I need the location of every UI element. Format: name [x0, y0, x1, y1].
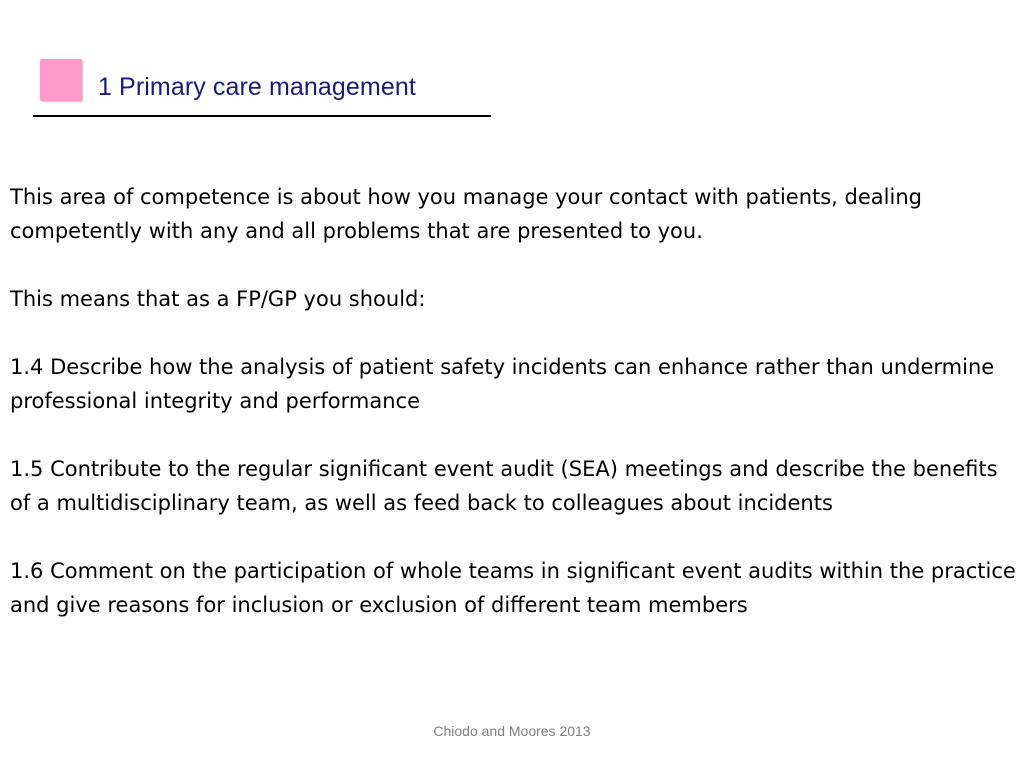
title-underline — [33, 115, 491, 117]
slide-title: 1 Primary care management — [98, 73, 416, 101]
competence-item-1-4: 1.4 Describe how the analysis of patient safety incidents can enhance rather than undermine professional integrity and performance — [10, 355, 995, 413]
slide-body — [10, 180, 1020, 656]
slide-header — [33, 56, 491, 118]
lead-in-paragraph: This means that as a FP/GP you should: — [10, 287, 426, 311]
competence-item-1-6: 1.6 Comment on the participation of whole teams in significant event audits within the practice and give reasons for inclusion or exclusion of different team members — [10, 559, 1016, 617]
competence-item-1-5: 1.5 Contribute to the regular significant event audit (SEA) meetings and describe the benefits of a multidisciplinary team, as well as feed back to colleagues about incidents — [10, 457, 998, 515]
intro-paragraph: This area of competence is about how you manage your contact with patients, dealing competently with any and all problems that are presented to you. — [10, 185, 922, 243]
pink-square-icon — [40, 59, 82, 101]
footer-credit: Chiodo and Moores 2013 — [433, 723, 591, 739]
